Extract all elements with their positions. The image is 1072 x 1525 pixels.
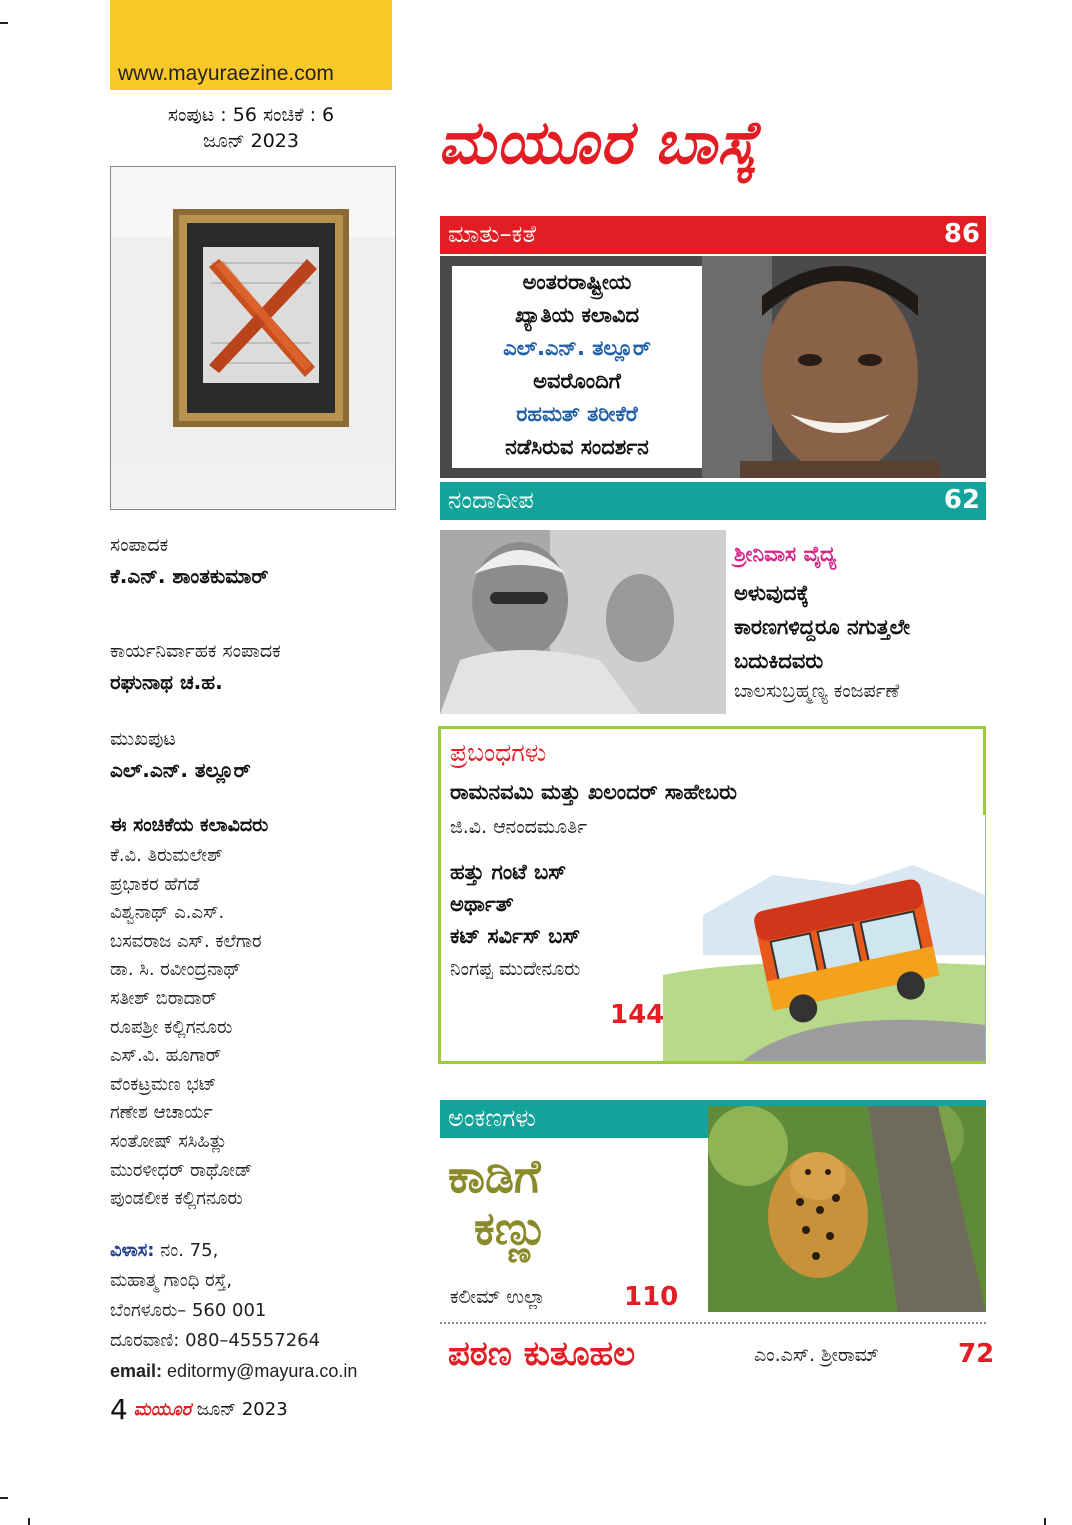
column-2-page: 72 [958, 1339, 995, 1369]
crop-mark [0, 1497, 8, 1499]
cover-artist-name: ಎಲ್.ಎನ್. ತಲ್ಲೂರ್ [110, 758, 251, 782]
column-title-line: ಕಣ್ಣು [474, 1201, 549, 1255]
column-2-title: ಪಠಣ ಕುತೂಹಲ [448, 1334, 636, 1374]
website-banner [110, 0, 392, 90]
artists-list [110, 842, 261, 1214]
list-item: ಸಂತೋಷ್ ಸಸಿಹಿತ್ಲು [110, 1130, 228, 1152]
essay-1-author: ಜಿ.ವಿ. ಆನಂದಮೂರ್ತಿ [450, 816, 588, 838]
address-line-3: ಬೆಂಗಳೂರು– 560 001 [110, 1300, 267, 1321]
email-address[interactable]: editormy@mayura.co.in [167, 1361, 358, 1381]
essay-2-title-line: ಹತ್ತು ಗಂಟೆ ಬಸ್ [450, 860, 567, 884]
list-item: ಬಸವರಾಜ ಎಸ್. ಕಲೆಗಾರ [110, 930, 262, 952]
section-title: ಅಂಕಣಗಳು [448, 1104, 536, 1132]
address-block [110, 1236, 357, 1386]
issue-info [110, 102, 392, 154]
dotted-divider [440, 1322, 986, 1324]
leopard-photo [708, 1106, 986, 1312]
essay-2-title [450, 856, 580, 952]
crop-mark [0, 22, 8, 24]
headline-line: ಬದುಕಿದವರು [734, 649, 824, 673]
essay-2-page: 144 [610, 1000, 665, 1030]
exec-editor-label: ಕಾರ್ಯನಿರ್ವಾಹಕ ಸಂಪಾದಕ [110, 640, 281, 662]
crop-mark [28, 1518, 30, 1525]
headline-line: ಕಾರಣಗಳಿದ್ದರೂ ನಗುತ್ತಲೇ [734, 615, 911, 639]
address-line-1: ನಂ. 75, [160, 1240, 219, 1261]
exec-editor-name: ರಘುನಾಥ ಚ.ಹ. [110, 670, 223, 694]
headline-line: ಅಳುವುದಕ್ಕೆ [734, 581, 809, 605]
essay-2-title-line: ಕಟ್ ಸರ್ವಿಸ್ ಬಸ್ [450, 924, 581, 948]
elder-photo [440, 530, 726, 714]
list-item: ವಿಶ್ವನಾಥ್ ಎ.ಎಸ್. [110, 902, 225, 924]
essay-2-title-line: ಅರ್ಥಾತ್ [450, 892, 514, 916]
list-item: ಪ್ರಭಾಕರ ಹೆಗಡೆ [110, 873, 200, 895]
bus-illustration [663, 815, 985, 1061]
section-header-nandadeepa [440, 482, 986, 520]
column-page: 110 [624, 1282, 679, 1312]
page-footer [110, 1394, 288, 1426]
phone: ದೂರವಾಣಿ: 080–45557264 [110, 1330, 321, 1351]
nandadeepa-headline [734, 576, 910, 678]
list-item: ಎಸ್.ವಿ. ಹೂಗಾರ್ [110, 1045, 222, 1067]
list-item: ಮುರಳೀಧರ್ ರಾಥೋಡ್ [110, 1159, 253, 1181]
column-title-line: ಕಾಡಿಗೆ [448, 1149, 541, 1203]
teaser-line: ನಡೆಸಿರುವ ಸಂದರ್ಶನ [505, 435, 649, 459]
essay-1-title: ರಾಮನವಮಿ ಮತ್ತು ಖಲಂದರ್ ಸಾಹೇಬರು [450, 780, 737, 804]
essay-2-author: ನಿಂಗಪ್ಪ ಮುದೇನೂರು [450, 958, 581, 980]
leopard-icon [708, 1106, 986, 1312]
editor-label: ಸಂಪಾದಕ [110, 534, 169, 556]
list-item: ಡಾ. ಸಿ. ರವೀಂದ್ರನಾಥ್ [110, 959, 241, 981]
list-item: ವೆಂಕಟ್ರಮಣ ಭಟ್ [110, 1073, 217, 1095]
cover-label: ಮುಖಪುಟ [110, 728, 176, 750]
website-url[interactable]: www.mayuraezine.com [118, 62, 334, 85]
address-label: ವಿಳಾಸ: [110, 1240, 155, 1261]
crop-mark [1044, 1518, 1046, 1525]
teaser-line: ಖ್ಯಾತಿಯ ಕಲಾವಿದ [514, 303, 640, 327]
editor-name: ಕೆ.ಎನ್. ಶಾಂತಕುಮಾರ್ [110, 564, 269, 588]
nandadeepa-author: ಬಾಲಸುಬ್ರಹ್ಮಣ್ಯ ಕಂಜರ್ಪಣೆ [734, 680, 900, 702]
masthead-logo [434, 100, 884, 200]
list-item: ರೂಪಶ್ರೀ ಕಲ್ಲಿಗನೂರು [110, 1016, 233, 1038]
nandadeepa-name: ಶ್ರೀನಿವಾಸ ವೈದ್ಯ [734, 542, 837, 566]
list-item: ಗಣೇಶ ಆಚಾರ್ಯ [110, 1102, 213, 1124]
framed-artwork-illustration [111, 167, 395, 509]
list-item: ಪುಂಡಲೀಕ ಕಲ್ಲಿಗನೂರು [110, 1188, 243, 1210]
essays-section-title: ಪ್ರಬಂಧಗಳು [450, 738, 547, 767]
teaser-line-artist: ಎಲ್.ಎನ್. ತಲ್ಲೂರ್ [503, 336, 651, 360]
section-title: ನಂದಾದೀಪ [448, 486, 534, 514]
section-page-number: 62 [943, 485, 980, 515]
address-line-2: ಮಹಾತ್ಮ ಗಾಂಧಿ ರಸ್ತೆ, [110, 1270, 233, 1291]
footer-magazine-name: ಮಯೂರ [133, 1399, 191, 1420]
volume-line: ಸಂಪುಟ : 56 ಸಂಚಿಕೆ : 6 [167, 104, 335, 126]
elder-portrait-illustration [440, 530, 726, 714]
column-title [448, 1150, 548, 1254]
list-item: ಸತೀಶ್ ಬಿರಾದಾರ್ [110, 987, 218, 1009]
list-item: ಕೆ.ವಿ. ತಿರುಮಲೇಶ್ [110, 845, 223, 866]
section-title: ಮಾತು–ಕತೆ [448, 220, 537, 248]
bus-icon [663, 815, 985, 1061]
teaser-line: ಅಂತರರಾಷ್ಟ್ರೀಯ [522, 270, 632, 294]
interview-teaser [452, 266, 702, 468]
masthead-title: ಮಯೂರ ಬಾಸ್ಕೆ [438, 108, 759, 178]
column-2-author: ಎಂ.ಎಸ್. ಶ್ರೀರಾಮ್ [754, 1344, 879, 1366]
teaser-line-interviewer: ರಹಮತ್ ತರೀಕೆರೆ [516, 402, 638, 426]
artists-label: ಈ ಸಂಚಿಕೆಯ ಕಲಾವಿದರು [110, 814, 269, 836]
footer-month: ಜೂನ್ 2023 [196, 1399, 288, 1420]
cover-artwork [110, 166, 396, 510]
column-author: ಕಲೀಮ್ ಉಲ್ಲಾ [450, 1286, 546, 1308]
section-page-number: 86 [943, 219, 980, 249]
teaser-line: ಅವರೊಂದಿಗೆ [533, 369, 621, 393]
section-header-interview [440, 216, 986, 254]
page-number: 4 [110, 1393, 128, 1426]
email-label: email: [110, 1361, 163, 1381]
month-line: ಜೂನ್ 2023 [202, 130, 299, 152]
